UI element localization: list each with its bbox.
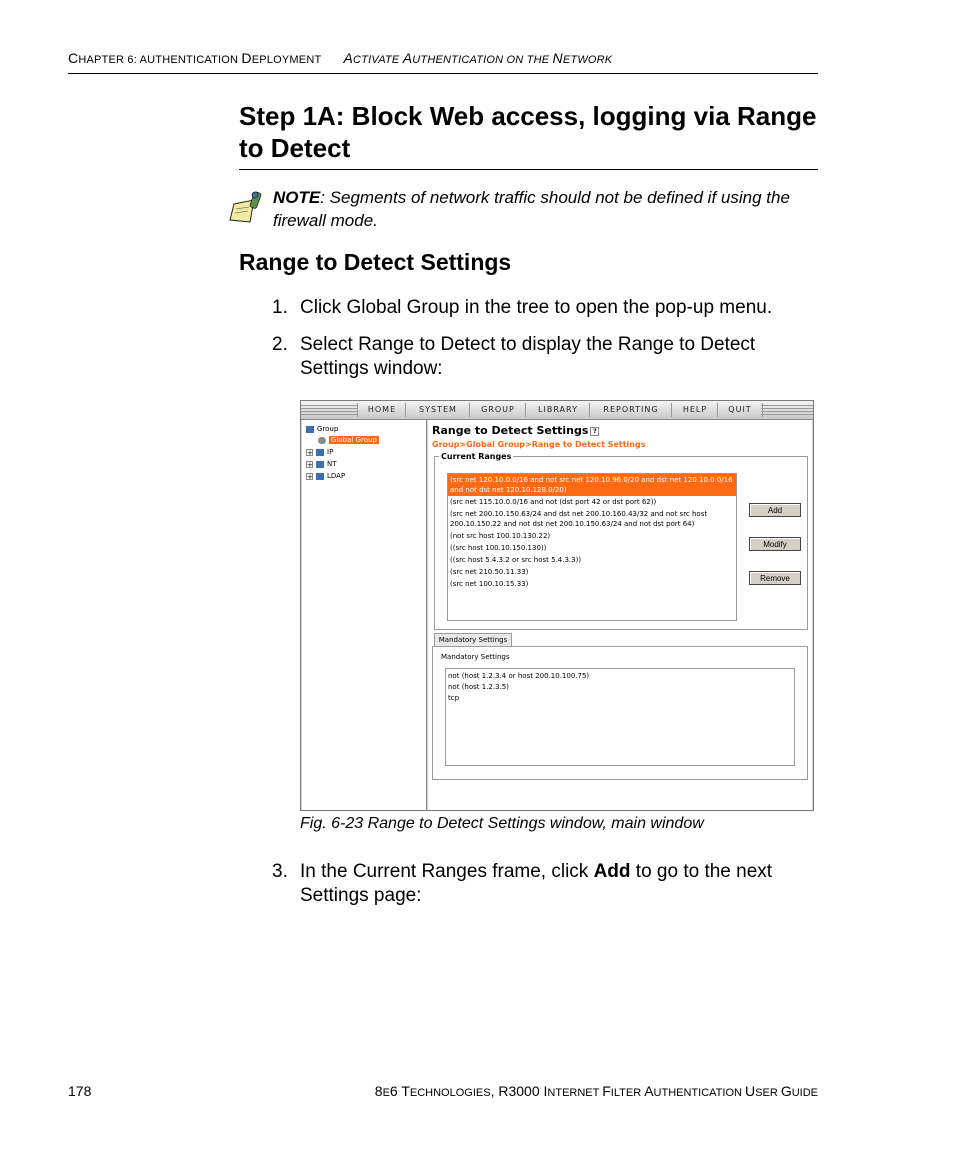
mandatory-settings-frame <box>432 646 808 780</box>
section-heading: Range to Detect Settings <box>239 249 512 275</box>
nav-home[interactable]: HOME <box>357 403 406 417</box>
tree-item-nt[interactable] <box>306 459 337 469</box>
mandatory-settings-label: Mandatory Settings <box>441 653 510 661</box>
step-text-pre: In the Current Ranges frame, click <box>300 861 594 882</box>
step-text: Select Range to Detect to display the Range to Detect Settings window: <box>300 334 756 379</box>
nav-quit[interactable]: QUIT <box>717 403 763 417</box>
header-section-initial: A <box>343 50 354 66</box>
footer-part: 8 <box>374 1083 383 1099</box>
title-rule <box>239 169 818 170</box>
expand-icon[interactable]: + <box>307 460 313 469</box>
header-chapter-initial-d: D <box>241 50 252 66</box>
globe-icon <box>318 437 326 444</box>
header-chapter-initial: C <box>68 50 79 66</box>
footer-part: ECHNOLOGIES <box>409 1087 491 1099</box>
header-section <box>343 50 612 66</box>
header-section-text-3: ETWORK <box>562 54 613 66</box>
expand-icon[interactable]: + <box>307 448 313 457</box>
panel-title-text: Range to Detect Settings <box>432 424 589 437</box>
footer-part: A <box>644 1083 654 1099</box>
running-header <box>68 50 612 66</box>
tree-selected-label: Global Group <box>331 436 377 444</box>
tree-label: NT <box>327 460 337 468</box>
range-item[interactable]: (src net 120.10.0.0/16 and not src net 120.10.96.0/20 and dst net 120.10.0.0/16 and not dst net 120.10.128.0/20) <box>448 474 736 496</box>
group-tree <box>302 420 427 810</box>
nav-group[interactable]: GROUP <box>469 403 526 417</box>
top-nav-bar <box>301 401 813 420</box>
ranges-list[interactable] <box>447 473 737 621</box>
folder-icon <box>306 426 314 433</box>
modify-button[interactable]: Modify <box>749 537 801 551</box>
step-text <box>300 860 820 908</box>
network-icon <box>316 473 324 480</box>
step-text: Click Global Group in the tree to open the pop-up menu. <box>300 297 773 318</box>
footer-part: UIDE <box>791 1087 818 1099</box>
tree-item-ip[interactable] <box>306 447 333 457</box>
footer-part: F <box>602 1083 611 1099</box>
range-item[interactable]: ((src host 5.4.3.2 or src host 5.4.3.3)) <box>450 556 582 564</box>
note-label: NOTE <box>273 188 321 207</box>
note-icon <box>228 190 266 226</box>
footer-part: G <box>780 1083 792 1099</box>
tree-label: LDAP <box>327 472 346 480</box>
remove-button[interactable]: Remove <box>749 571 801 585</box>
mandatory-settings-textarea[interactable] <box>445 668 795 766</box>
panel-title <box>432 424 599 437</box>
tree-item-ldap[interactable] <box>306 471 345 481</box>
nav-decoration <box>301 405 357 415</box>
header-section-initial-3: N <box>552 50 563 66</box>
footer-part: U <box>745 1083 756 1099</box>
step-number: 3. <box>272 861 288 882</box>
nav-reporting[interactable]: REPORTING <box>589 403 672 417</box>
range-item[interactable]: (not src host 100.10.130.22) <box>450 532 551 540</box>
range-item[interactable]: ((src host 100.10.150.130)) <box>450 544 547 552</box>
footer-part: E <box>382 1087 390 1099</box>
mandatory-line: not (host 1.2.3.5) <box>448 683 509 691</box>
mandatory-line: not (host 1.2.3.4 or host 200.10.100.75) <box>448 672 590 680</box>
nav-system[interactable]: SYSTEM <box>405 403 470 417</box>
expand-icon[interactable]: + <box>307 472 313 481</box>
step-text-post: to go to the next Settings page: <box>300 861 773 906</box>
footer-part: UTHENTICATION <box>653 1087 746 1099</box>
header-chapter-text-2: UTHENTICATION <box>147 54 242 66</box>
header-section-text: CTIVATE <box>353 54 403 66</box>
header-section-text-2: UTHENTICATION ON THE <box>412 54 553 66</box>
range-item[interactable]: (src net 200.10.150.63/24 and dst net 200.10.160.43/32 and not src host 200.10.150.22 and not dst net 200.10.150.63/24 and not dst port 64) <box>450 510 708 528</box>
footer-part: SER <box>755 1087 781 1099</box>
tree-root-label: Group <box>317 425 339 433</box>
range-to-detect-screenshot <box>300 400 814 811</box>
mandatory-line: tcp <box>448 694 460 702</box>
range-item[interactable]: (src net 210.50.11.33) <box>450 568 529 576</box>
tree-item-global-group[interactable] <box>318 435 379 445</box>
current-ranges-frame <box>434 452 808 630</box>
figure-caption: Fig. 6-23 Range to Detect Settings window, main window <box>300 815 704 832</box>
add-button[interactable]: Add <box>749 503 801 517</box>
footer-part: NTERNET <box>547 1087 603 1099</box>
footer-part: , R3000 I <box>490 1083 548 1099</box>
step-2 <box>272 333 820 381</box>
breadcrumb: Group>Global Group>Range to Detect Settings <box>432 440 646 449</box>
network-icon <box>316 449 324 456</box>
header-section-initial-2: A <box>402 50 413 66</box>
page-title: Step 1A: Block Web access, logging via Range to Detect <box>239 101 817 163</box>
help-icon[interactable]: ? <box>590 427 599 436</box>
header-chapter-text: HAPTER 6: A <box>78 54 148 66</box>
page-number: 178 <box>68 1083 92 1099</box>
range-item[interactable]: (src net 100.10.15.33) <box>450 580 529 588</box>
step-1 <box>272 296 820 320</box>
note-body: : Segments of network traffic should not be defined if using the firewall mode. <box>273 188 790 230</box>
nav-help[interactable]: HELP <box>671 403 718 417</box>
footer-part: ILTER <box>610 1087 645 1099</box>
nav-decoration <box>761 405 813 415</box>
step-text-bold: Add <box>593 861 631 882</box>
step-number: 2. <box>272 334 288 355</box>
tree-label: IP <box>327 448 334 456</box>
tab-mandatory-settings[interactable]: Mandatory Settings <box>434 633 512 646</box>
step-3 <box>272 860 820 908</box>
header-chapter-text-3: EPLOYMENT <box>251 54 322 66</box>
tree-root[interactable] <box>306 424 338 434</box>
nav-library[interactable]: LIBRARY <box>525 403 590 417</box>
settings-panel <box>428 420 812 810</box>
network-icon <box>316 461 324 468</box>
current-ranges-label: Current Ranges <box>441 452 512 461</box>
footer-part: 6 T <box>389 1083 410 1099</box>
footer-title <box>375 1083 818 1099</box>
header-rule <box>68 73 818 74</box>
note-text <box>273 186 821 232</box>
range-item[interactable]: (src net 115.10.0.0/16 and not (dst port 42 or dst port 62)) <box>450 498 657 506</box>
step-number: 1. <box>272 297 288 318</box>
